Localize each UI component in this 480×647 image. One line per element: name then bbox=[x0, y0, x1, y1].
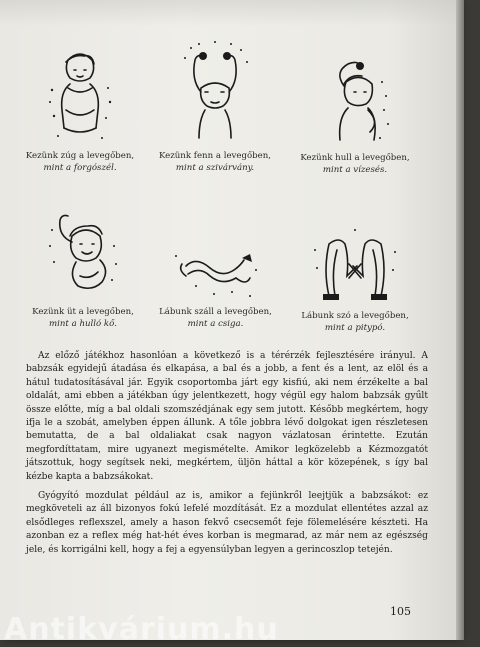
illustration-snail bbox=[148, 226, 283, 330]
paragraph: Az előző játékhoz hasonlóan a következő is a térérzék fejlesztésére irányul. A babzsák egyidejű átadása és elkapása, a bal és a jobb, a fent és a lent, az elöl és a hátul tudatosításával jár. Egyik csoportomba járt egy kisfiú, aki nem érzékelte a bal oldalát, ami ebben a játékban úgy jelentkezett, hogy végül egy halom babzsák gyűlt össze előtte, míg a bal oldali szomszédjának egy sem jutott. Később megkértem, hogy ifja le a szobát, amelyben éppen állunk. A tőle jobbra lévő dolgokat igen részletesen bemutatta, de a bal oldaliakat csak nagyon vázlatosan érintette. Ezután megfordíttatam, mire ugyanezt megismételte. Amikor legközelebb a Kézmozgatót játszottuk, hogy segítsek neki, megkértem, üljön háttal a kör közepének, s így bal kézbe kapta a babzsákokat. bbox=[26, 351, 428, 482]
page-number: 105 bbox=[390, 605, 411, 618]
illustration-rainbow bbox=[150, 40, 280, 174]
caption-line-2: mint a forgószél. bbox=[43, 163, 117, 173]
watermark-logo: Antikvárium.hu bbox=[4, 612, 279, 647]
caption-line-2: mint a csiga. bbox=[187, 319, 244, 329]
illustration-dandelion bbox=[285, 210, 425, 334]
child-arms-up-drawing bbox=[165, 40, 265, 150]
caption-line-1: Kezünk fenn a levegőben, bbox=[158, 151, 272, 161]
caption-line-2: mint a vízesés. bbox=[322, 165, 388, 175]
illustration-falling-stone bbox=[18, 206, 148, 330]
paragraph: Gyógyító mozdulat például az is, amikor a fejünkről leejtjük a babzsákot: ez megköveteli az áll bizonyos fokú lefelé mozdítását. Ez a mozdulat ellentétes azzal az elsődleges reflexszel, amely a hason fekvő csecsemőt feje fölemelésére készteti. Ha azonban ez a reflex még hat-hét éves korban is megmarad, az már nem az egészség jele, és korrigálni kell, hogy a fej a egyensúlyban legyen a gerincoszlop tetején. bbox=[26, 491, 428, 555]
caption-line-1: Kezünk zúg a levegőben, bbox=[25, 151, 135, 161]
caption-line-2: mint a hulló kő. bbox=[48, 319, 118, 329]
legs-in-air-drawing bbox=[166, 226, 266, 306]
caption-line-2: mint a pitypó. bbox=[324, 323, 386, 333]
legs-bent-drawing bbox=[305, 210, 405, 310]
child-hitting-drawing bbox=[38, 206, 128, 306]
illustration-waterfall bbox=[290, 52, 420, 176]
caption-line-1: Lábunk száll a levegőben, bbox=[159, 307, 272, 317]
caption-line-1: Kezünk üt a levegőben, bbox=[32, 307, 134, 317]
caption-line-1: Kezünk hull a levegőben, bbox=[300, 153, 410, 163]
child-arm-over-head-drawing bbox=[310, 52, 400, 152]
page-gutter bbox=[456, 0, 464, 640]
caption-line-1: Lábunk szó a levegőben, bbox=[301, 311, 409, 321]
body-text bbox=[26, 350, 428, 557]
illustration-whirlwind bbox=[20, 40, 140, 174]
page-top-shadow bbox=[0, 0, 458, 26]
caption-line-2: mint a szivárvány. bbox=[175, 163, 255, 173]
child-arms-down-drawing bbox=[40, 40, 120, 150]
illustration-grid bbox=[0, 30, 458, 350]
